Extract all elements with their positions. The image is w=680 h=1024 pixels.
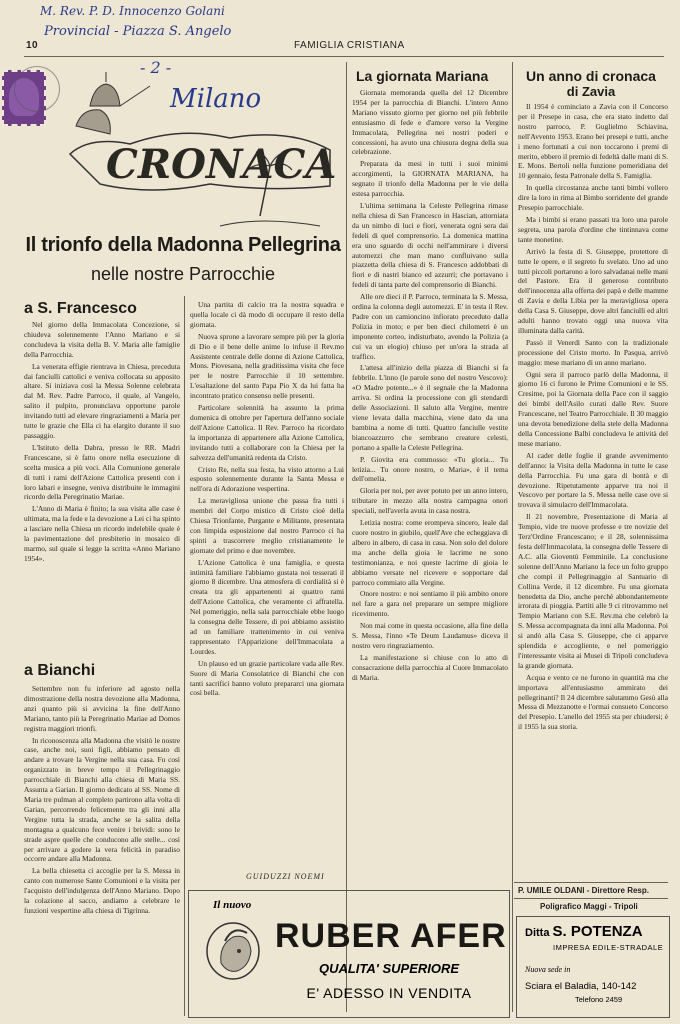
paragraph: Particolare solennità ha assunto la prima domenica di ottobre per l'apertura dell'anno sociale dell'Azione Cattolica. Il Rev. Parroco ha ricordato la importanza di appartenere alla Azione Cattolica, invitando tutti a collaborare con la Chiesa per la salvezza dell'umanità redenta da Cristo. bbox=[190, 403, 344, 462]
paragraph: Un plauso ed un grazie particolare vada alle Rev. Suore di Maria Consolatrice di Bianchi che con tanti sacrifici hanno voluto prepararci una giornata così bella. bbox=[190, 658, 344, 698]
article-signature: GUIDUZZI NOEMI bbox=[246, 872, 325, 881]
paragraph: Il 21 novembre, Presentazione di Maria al Tempio, vide tre nuove professe e tre novizie del Terz'Ordine Francescano; e il 28, solennissima festa dell'Immacolata, la consegna delle Tessere di A.C. alla Gioventù Femminile. La conclusione solenne dell'Anno Mariano la fece un folto gruppo che compì il Pellegrinaggio al Santuario di Collina Verde, il 12 dicembre. Fu una giornata benedetta da Dio, anche perchè abbondantemente irrorata di pioggia. Partiti alle 9 ci ritrovammo nel Tempio Mariano con S.E. Rev.ma che celebrò la S. Messa accompagnata da inni alla Madonna. Poi si andò alla Casa S. Giuseppe, che ci apparve splendida e accogliente, e nel pomeriggio l'interessante visita ai Musei di Tripoli concludeva la grande giornata. bbox=[518, 512, 668, 670]
paragraph: L'Anno di Maria è finito; la sua visita alle case è ultimata, ma la fede e la devozione a Lei ci ha spinto a lasciare nella Chiesa un ricordo indelebile quale è la pavimentazione del presbiterio in mosaico di marmo, sul quale si legge la scritta «Anno Mariano 1954». bbox=[24, 504, 180, 563]
zavia-article bbox=[518, 102, 668, 880]
paragraph: P. Giovita era commosso: «Tu gloria... Tu letizia... Tu onore nostro, o Maria», è il tema dell'omelia. bbox=[352, 454, 508, 484]
paragraph: Una partita di calcio tra la nostra squadra e quella locale ci dà modo di occupare il resto della giornata. bbox=[190, 300, 344, 329]
paragraph: L'ultima settimana la Celeste Pellegrina rimase nella chiesa di San Francesco in Hascian, attorniata da un nimbo di luci e fiori, venerata ogni sera dai fedeli di quel comprensorio. La domenica mattina era uno sguardo di occhi nell'ammirare i diversi automezzi che man mano confluivano sulla piazzetta della chiesa di S. Francesco addobbati di fiori e di nastri bianco ed azzurri; che portavano i fedeli di tanta parte del comprensorio di Bianchi. bbox=[352, 200, 508, 290]
bianchi-article bbox=[24, 684, 180, 1016]
paragraph: Settembre non fu inferiore ad agosto nella dimostrazione della nostra devozione alla Madonna, anzi quanto più si avvicina la fine dell'Anno Mariano, tanto più la Peregrinatio Mariae ad Domos registra maggiori trionfi. bbox=[24, 684, 180, 733]
paragraph: Arrivò la festa di S. Giuseppe, protettore di tutte le opere, e il segreto fu svelato. Uno ad uno tutti piccoli portarono a loro salvadanai nelle mani del Pastore. Era il generoso contributo dell'innocenza alla offerta dei papà e delle mamme di Zavia e della Libia per la meravigliosa opera della Casa S. Giuseppe, dove altri fanciulli ed altri adulti hanno trovato oggi una nuova vita illuminata dalla carità. bbox=[518, 246, 668, 335]
postmark bbox=[14, 66, 60, 112]
s-francesco-heading: a S. Francesco bbox=[24, 300, 137, 317]
zavia-heading-line1: Un anno di cronaca bbox=[526, 68, 656, 84]
handwritten-number: - 2 - bbox=[140, 58, 172, 77]
ruber-tagline-1: QUALITA' SUPERIORE bbox=[318, 961, 460, 976]
paragraph: Preparata da mesi in tutti i suoi minimi accorgimenti, la GIORNATA MARIANA, ha segnato il trionfo della Madonna per le vie della estesa parrocchia. bbox=[352, 159, 508, 199]
paragraph: Onore nostro: e noi sentiamo il più ambito onore nel fare a gara nel preparare un sempre migliore ricevimento. bbox=[352, 589, 508, 619]
paragraph: Il 1954 è cominciato a Zavia con il Concorso per il Presepe in casa, che era stato indetto dal nostro parroco, P. Guglielmo Schiavina, nell'Avvento 1953. Erano bei presepi e tutti, anche i meno fortunati a cui non toccarono i premi di merito, ebbero il premio di fedeltà dalle mani di S. E. Mons. Bertoli nella funzione pomeridiana del 10 gennaio, festa Patronale della S. Famiglia. bbox=[518, 102, 668, 181]
paragraph: La meravigliosa unione che passa fra tutti i membri del Corpo mistico di Cristo cioè della Chiesa Trionfante, Purgante e Militante, presentata con limpida esposizione dal nostro Parroco ci ha spinti a trascorrere meglio cristianamente le giornate del primo e due novembre. bbox=[190, 496, 344, 555]
credits-rule bbox=[514, 898, 668, 899]
main-headline: Il trionfo della Madonna Pellegrina bbox=[25, 234, 341, 256]
potenza-name: S. POTENZA bbox=[552, 923, 643, 940]
paragraph: La manifestazione si chiuse con lo atto di consacrazione della parrocchia al Cuore Immacolato di Maria. bbox=[352, 652, 508, 682]
ruber-tagline-2: E' ADESSO IN VENDITA bbox=[306, 985, 472, 1001]
paragraph: Nel giorno della Immacolata Concezione, si chiudeva solennemente l'Anno Mariano e si concludeva la visita della B. V. Maria alle famiglie della Parrocchia. bbox=[24, 320, 180, 359]
zavia-heading-line2: di Zavia bbox=[566, 84, 616, 99]
ruber-brand: RUBER AFER bbox=[275, 917, 507, 955]
paragraph: L'Azione Cattolica è una famiglia, e questa intimità familiare l'abbiamo gustata noi tesserati il giorno 8 dicembre. Una atmosfera di cordialità si è creata tra gli appartenenti ai quattro rami dell'Azione Cattolica, che veramente ci affratella. Nel pomeriggio, nella sala parrocchiale ebbe luogo la consegna delle Tessere, di poi abbiamo assistito ad un familiare trattenimento in cui veniva rappresentato l'Apparizione dell'Immacolata a Lourdes. bbox=[190, 557, 344, 656]
printer-credit: Poligrafico Maggi - Tripoli bbox=[540, 902, 638, 911]
bianchi-heading: a Bianchi bbox=[24, 662, 96, 679]
column-rule bbox=[512, 62, 513, 1012]
column-rule bbox=[184, 296, 185, 1016]
paragraph: Al cader delle foglie il grande avvenimento dell'anno: la Visita della Madonna in tutte le case della Parrocchia. Fu una gara di bontà e di devozione. Ripetutamente apparve tra noi il Vescovo per portare la S. Messa nelle case ove si trovava il simulacro dell'Immacolata. bbox=[518, 450, 668, 510]
giornata-article bbox=[352, 88, 508, 884]
potenza-subtitle: IMPRESA EDILE-STRADALE bbox=[553, 943, 664, 952]
potenza-address: Sciara el Baladia, 140-142 bbox=[525, 981, 637, 992]
paragraph: La venerata effigie rientrava in Chiesa, preceduta dai fanciulli cattolici e veniva collocata su apposito altare. Si iniziava così la Messa Solenne celebrata dal M. Rev. Padre Parroco, il quale, al Vangelo, salito il pulpito, pronunciava opportune parole invitando tutti ad elevare ringraziamenti a Maria per tutte le grazie che Ella ci ha elargito durante il suo passaggio. bbox=[24, 361, 180, 440]
paragraph: Ma i bimbi si erano passati tra loro una parole segreta, una parola d'ordine che tintinnava come tante monetine. bbox=[518, 214, 668, 244]
credits-rule bbox=[514, 882, 668, 883]
paragraph: Acqua e vento ce ne furono in quantità ma che importava all'entusiasmo ammirato dei pellegrinanti? Il 24 dicembre salutammo Gesù alla Messa di Mezzanotte e l'ormai consueto Concorso del Presepio. L'anello del 1955 sta per chiudersi; è il 1955 la sua storia. bbox=[518, 672, 668, 732]
paragraph: Nuova sprone a lavorare sempre più per la gloria di Dio e il bene delle anime lo infuse il Rev.mo Assistente centrale delle donne di Azione Cattolica, Mons. Piovesana, nella graditissima visita che fece per le nostre Parrocchie il 10 settembre. L'esaltazione del santo Papa Pio X da lui fatta ha incontrato pratico consenso nelle presenti. bbox=[190, 331, 344, 401]
cronaca-title: CRONACA bbox=[106, 141, 337, 188]
paragraph: Cristo Re, nella sua festa, ha visto attorno a Lui esposto solennemente durante la Santa Messa e nell'ora di Adorazione vespertina. bbox=[190, 464, 344, 494]
column-rule bbox=[346, 62, 347, 1012]
main-subheadline: nelle nostre Parrocchie bbox=[90, 264, 276, 284]
paragraph: Ogni sera il parroco parlò della Madonna, il giorno 16 ci furono le Prime Comunioni e le SS. Cresime, poi la Giornata della Pace con il saggio dei bimbi dell'Asilo curati dalle Rev. Suore Francescane, nel Teatro Parrocchiale. Il 30 maggio una devota benedizione della stele della Madonna della Concessione Balbi concludeva le attività del mese mariano. bbox=[518, 369, 668, 448]
director-credit: P. UMILE OLDANI - Direttore Resp. bbox=[518, 886, 649, 895]
paragraph: In quella circostanza anche tanti bimbi vollero dire la loro in rima al Bimbo sorridente del grande Presepio parrocchiale. bbox=[518, 183, 668, 213]
paragraph: Non mai come in questa occasione, alla fine della S. Messa, l'inno «Te Deum Laudamus» diceva il nostro vero ringraziamento. bbox=[352, 621, 508, 650]
paragraph: Giornata memoranda quella del 12 Dicembre 1954 per la parrocchia di Bianchi. L'intero Anno Mariano vissuto giorno per giorno nel più febbrile entusiasmo di fede e d'amore verso la Vergine Immacolata, Pellegrina nei nostri poderi e concessioni, ha avuto una chiusura degna della sua celebrazione. bbox=[352, 88, 508, 157]
potenza-prefix: Ditta bbox=[525, 927, 550, 939]
giornata-heading: La giornata Mariana bbox=[356, 68, 489, 84]
paragraph: La bella chiesetta ci accoglie per la S. Messa in canto con numerose Sante Comunioni e la visita per l'acquisto dell'indulgenza dell'Anno Mariano. Dopo la colazione al sacco, andiamo a celebrare le funzioni vespertine alla chiesa di Tigrinna. bbox=[24, 866, 180, 915]
potenza-phone: Telefono 2459 bbox=[575, 995, 623, 1004]
magazine-name: FAMIGLIA CRISTIANA bbox=[294, 40, 405, 51]
page-number: 10 bbox=[26, 40, 39, 51]
s-francesco-article bbox=[24, 320, 180, 660]
paragraph: In riconoscenza alla Madonna che visitò le nostre case, anche noi, suoi figli, abbiamo pensato di andare a trovare la Vergine nella sua casa. Fu così organizzato in breve tempo il Pellegrinaggio parrocchiale di Bianchi alla chiesa di Maria SS. Assunta a Garian. Il giorno dedicato al SS. Nome di Maria tre pulman al completo partirono alla volta di Garian, percorrendo felicemente tra gli inni alla Vergine tutta la strada, anche se la salita della montagna a qualcuno fece venire i brividi: sono le strade aspre quelle che conducono alle stelle... così per arrivare a godere la vera felicità in paradiso occorre andare alla Madonna. bbox=[24, 735, 180, 864]
paragraph: Passò il Venerdì Santo con la tradizionale processione del Cristo morto. In Pasqua, arrivò maggio: mese mariano di un anno mariano. bbox=[518, 337, 668, 367]
paragraph: Gloria per noi, per aver potuto per un anno intero, tributare in mezzo alla nostra campagna onori speciali, nell'averla avuta in casa nostra. bbox=[352, 486, 508, 516]
handwritten-city: Milano bbox=[170, 84, 262, 114]
warrior-head-icon bbox=[203, 919, 263, 983]
paragraph: Letizia nostra: come erompeva sincero, leale dal cuore nostro in giubilo, quell'Ave che echeggiava di albero in albero, di casa in casa. Non solo del dolore ma anche della gioia le lacrime ne sono testimonianza, e noi queste lacrime di gioia le abbiamo versate nel ricevere e sopportare dal parroco commiato alla Vergine. bbox=[352, 518, 508, 587]
paragraph: L'Istituto della Dabra, presso le RR. Madri Francescane, si è fatto onore nella esecuzione di scelta musica a più voci. Alla Comunione generale di tutti i rami dell'Azione Cattolica presenti con i loro labari e insegne, veniva distribuite le immagini ricordo della Peregrinatio Mariae. bbox=[24, 442, 180, 502]
potenza-ad bbox=[516, 916, 670, 1018]
paragraph: Alle ore dieci il P. Parroco, terminata la S. Messa, ordina la colonna degli automezzi. E' in testa il Rev. Padre con un camioncino infiorato preceduto dalla Polizia in moto; e per ben dieci chilometri è un imponente corteo, indisturbato, avendo la Polizia (a cui va un elogio) chiuso per un'ora la strada al traffico. bbox=[352, 292, 508, 361]
paragraph: L'attesa all'inizio della piazza di Bianchi si fa febbrile. L'inno (le parole sono del nostro Vescovo): «O Madre potente...» è il segnale che la Madonna arriva. Si ordina la processione con gli stendardi delle Associazioni. Il saluto alla Vergine, mentre viene levata dalla macchina, viene dato da una bambina a nome di tutti. Quattro fanciulle vestite biancoazzurro che sembrano creature celesti, portano a spalle la Celeste Pellegrina. bbox=[352, 363, 508, 452]
ruber-afer-ad bbox=[188, 890, 510, 1018]
cronaca-illustration bbox=[60, 66, 340, 236]
handwritten-address-line1: M. Rev. P. D. Innocenzo Golani bbox=[40, 4, 225, 18]
potenza-label: Nuova sede in bbox=[525, 965, 571, 974]
header-rule bbox=[24, 56, 664, 57]
ruber-label: Il nuovo bbox=[213, 899, 252, 911]
bianchi-continued bbox=[190, 300, 344, 866]
handwritten-address-line2: Provincial - Piazza S. Angelo bbox=[44, 24, 232, 39]
